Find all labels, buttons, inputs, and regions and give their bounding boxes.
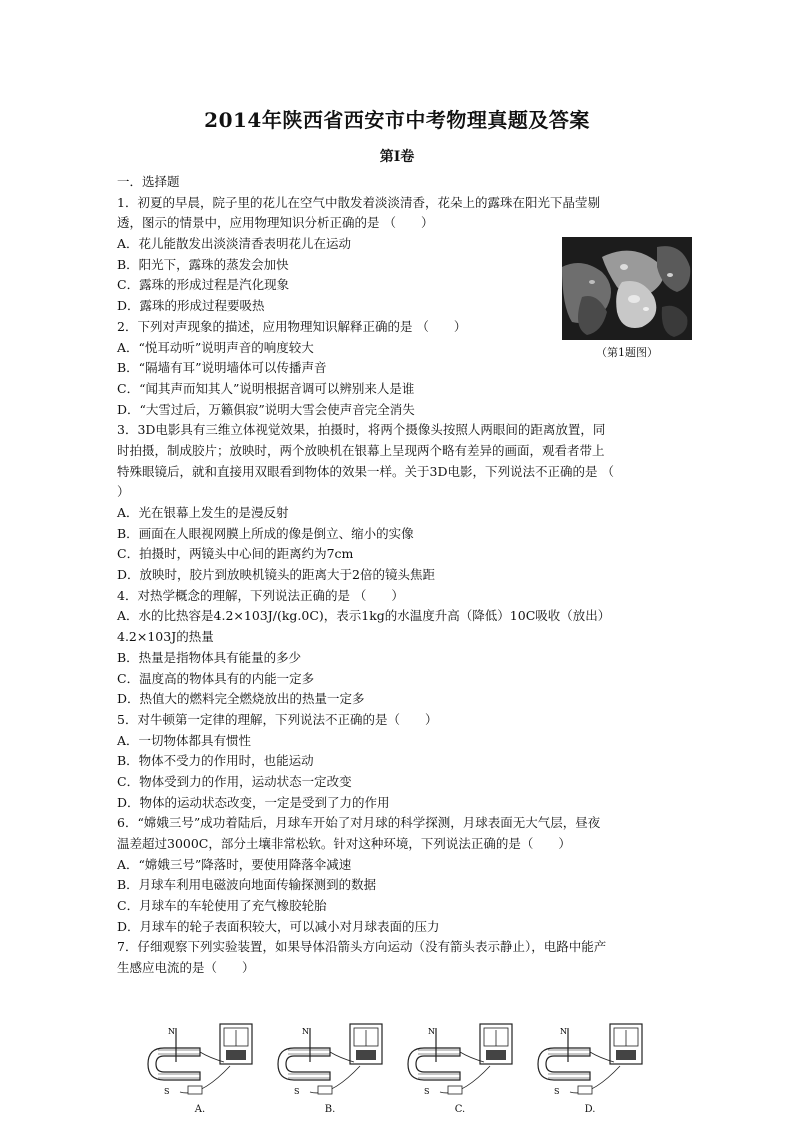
question-4-option-c: C．温度高的物体具有的内能一定多	[117, 670, 315, 686]
question-1-option-c: C．露珠的形成过程是汽化现象	[117, 277, 290, 293]
apparatus-option-b	[270, 1018, 390, 1118]
apparatus-option-a	[140, 1018, 260, 1118]
pole-n-label: N	[428, 1027, 435, 1036]
question-4-option-b: B．热量是指物体具有能量的多少	[117, 649, 302, 665]
question-3-stem: 3．3D电影具有三维立体视觉效果，拍摄时，将两个摄像头按照人两眼间的距离放置，同	[117, 422, 606, 438]
question-4-option-a: 4.2×103J的热量	[117, 629, 214, 645]
question-2-option-c: C．“闻其声而知其人”说明根据音调可以辨别来人是谁	[117, 380, 415, 396]
figure-caption: （第1题图）	[596, 346, 658, 359]
question-3-option-d: D．放映时，胶片到放映机镜头的距离大于2倍的镜头焦距	[117, 567, 435, 583]
horseshoe-magnet-galvanometer-icon	[140, 1018, 260, 1104]
question-4-option-d: D．热值大的燃料完全燃烧放出的热量一定多	[117, 691, 365, 707]
question-3-option-b: B．画面在人眼视网膜上所成的像是倒立、缩小的实像	[117, 525, 414, 541]
question-6-option-c: C．月球车的车轮使用了充气橡胶轮胎	[117, 898, 327, 914]
question-1-option-a: A．花儿能散发出淡淡清香表明花儿在运动	[117, 236, 352, 252]
question-6-option-a: A．“嫦娥三号”降落时，要使用降落伞减速	[117, 856, 352, 872]
pole-n-label: N	[560, 1027, 567, 1036]
question-3-stem: 特殊眼镜后，就和直接用双眼看到物体的效果一样。关于3D电影，下列说法不正确的是 （	[117, 463, 614, 479]
question-6-stem: 6．“嫦娥三号”成功着陆后，月球车开始了对月球的科学探测，月球表面无大气层，昼夜	[117, 815, 601, 831]
dewdrop-flower-image	[562, 237, 692, 340]
question-2-option-d: D．“大雪过后，万籁俱寂”说明大雪会使声音完全消失	[117, 401, 415, 417]
pole-n-label: N	[168, 1027, 175, 1036]
question-3-option-a: A．光在银幕上发生的是漫反射	[117, 505, 289, 520]
horseshoe-magnet-galvanometer-icon	[270, 1018, 390, 1104]
option-b-label: B.	[324, 1104, 336, 1115]
question-5-stem: 5．对牛顿第一定律的理解，下列说法不正确的是（ ）	[117, 711, 438, 727]
page-title: 2014年陕西省西安市中考物理真题及答案	[204, 108, 590, 132]
question-2-option-a: A．“悦耳动听”说明声音的响度较大	[117, 339, 314, 355]
dewdrop-flower-photo	[562, 237, 692, 340]
question-5-option-b: B．物体不受力的作用时，也能运动	[117, 753, 314, 769]
question-2-option-b: B．“隔墙有耳”说明墙体可以传播声音	[117, 360, 327, 376]
question-5-option-a: A．一切物体都具有惯性	[117, 732, 252, 748]
question-7-stem: 7．仔细观察下列实验装置，如果导体沿箭头方向运动（没有箭头表示静止），电路中能产	[117, 939, 607, 955]
option-d-label: D.	[584, 1104, 596, 1115]
question-6-option-d: D．月球车的轮子表面积较大，可以减小对月球表面的压力	[117, 918, 440, 934]
apparatus-option-c	[400, 1018, 520, 1118]
pole-s-label: S	[424, 1087, 430, 1096]
horseshoe-magnet-galvanometer-icon	[400, 1018, 520, 1104]
question-7-stem: 生感应电流的是（ ）	[117, 960, 255, 976]
question-1-stem: 透，图示的情景中，应用物理知识分析正确的是 （ ）	[117, 215, 434, 231]
question-3-stem: 时拍摄，制成胶片；放映时，两个放映机在银幕上呈现两个略有差异的画面，观看者带上	[117, 442, 605, 458]
pole-n-label: N	[302, 1027, 309, 1036]
option-a-label: A.	[194, 1104, 206, 1115]
pole-s-label: S	[164, 1087, 170, 1096]
question-5-option-c: C．物体受到力的作用，运动状态一定改变	[117, 773, 352, 789]
question-3-stem: ）	[117, 484, 130, 500]
question-1-option-b: B．阳光下，露珠的蒸发会加快	[117, 256, 289, 272]
option-c-label: C.	[454, 1104, 466, 1115]
question-6-option-b: B．月球车利用电磁波向地面传输探测到的数据	[117, 877, 377, 893]
horseshoe-magnet-galvanometer-icon	[530, 1018, 650, 1104]
induction-apparatus-figures	[140, 1018, 660, 1118]
pole-s-label: S	[554, 1087, 560, 1096]
question-6-stem: 温差超过3000C，部分土壤非常松软。针对这种环境，下列说法正确的是（ ）	[117, 836, 571, 851]
pole-s-label: S	[294, 1087, 300, 1096]
question-4-stem: 4．对热学概念的理解，下列说法正确的是 （ ）	[117, 587, 404, 603]
question-5-option-d: D．物体的运动状态改变，一定是受到了力的作用	[117, 794, 390, 810]
section-label: 一．选择题	[117, 174, 180, 189]
question-4-option-a: A．水的比热容是4.2×103J/(kg.0C)，表示1kg的水温度升高（降低）10C吸收（放出）	[117, 608, 611, 624]
question-1-stem: 1．初夏的早晨，院子里的花儿在空气中散发着淡淡清香，花朵上的露珠在阳光下晶莹剔	[117, 194, 600, 210]
section-heading: 第Ⅰ卷	[379, 149, 415, 165]
question-1-option-d: D．露珠的形成过程要吸热	[117, 298, 265, 314]
apparatus-option-d	[530, 1018, 650, 1118]
question-3-option-c: C．拍摄时，两镜头中心间的距离约为7cm	[117, 546, 354, 562]
question-2-stem: 2．下列对声现象的描述，应用物理知识解释正确的是 （ ）	[117, 318, 467, 334]
